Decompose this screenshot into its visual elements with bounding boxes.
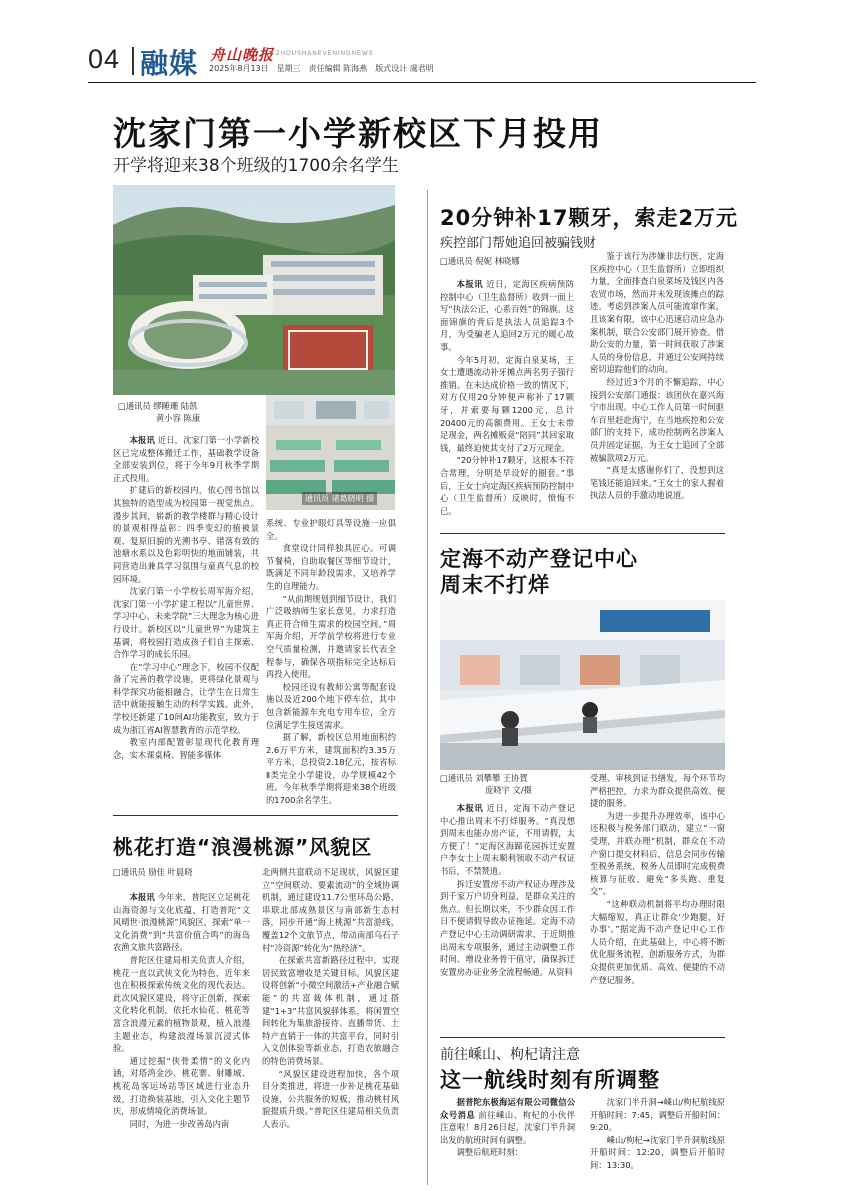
lead-in: 本报讯 bbox=[129, 892, 155, 902]
lead-byline bbox=[118, 400, 258, 424]
paragraph: 本报讯 近日，定海不动产登记中心推出周末不打烊服务。“真没想到周末也能办房产证，不用请假，太方便了！”定海区海蹄花园拆迁安置户李女士上周末顺利领取不动产权证书后，不禁赞道。 bbox=[440, 803, 575, 876]
paragraph: 调整后航班时刻： bbox=[456, 1147, 523, 1158]
fraud-column-2 bbox=[590, 250, 724, 502]
paragraph: 扩建后的新校园内，依心图书馆以其独特的造型成为校园第一视觉焦点。漫步其间，崭新的教学楼群与精心设计的景观相得益彰：四季变幻的植被景观、复原旧貌的光溯书亭、错落有致的池塘水系以及色彩明快的地面铺装，共同营造出兼具学习氛围与童真气息的校园环境。 bbox=[113, 485, 259, 584]
lead-subhead: 开学将迎来38个班级的1700余名学生 bbox=[113, 156, 399, 176]
issue-date: 2025年8月13日 bbox=[209, 64, 269, 73]
lead-column-1 bbox=[113, 434, 259, 761]
paragraph: 据了解，新校区总用地面积约2.6万平方米，建筑面积约3.35万平方米，总投资2.18亿元，按省标Ⅱ类完全小学建设，办学规模42个班。今年秋季学期将迎来38个班级的1700余名学生。 bbox=[266, 732, 396, 806]
lead-column-2 bbox=[266, 517, 396, 807]
peach-byline: □通讯员 励佳 叶晨晓 bbox=[113, 867, 193, 877]
lead-headline: 沈家门第一小学新校区下月投用 bbox=[113, 114, 603, 153]
lead-in: 据普陀东极海运有限公司微信公众号消息 bbox=[440, 1097, 575, 1120]
page-number: 04 bbox=[88, 44, 121, 74]
fraud-subhead: 疾控部门帮她追回被骗钱财 bbox=[440, 236, 597, 251]
paragraph: 嵊山/枸杞→沈家门半升洞航线原开船时间：12:20，调整后开船时间：13:30。 bbox=[590, 1134, 725, 1170]
section-name: 融媒 bbox=[140, 47, 199, 80]
paragraph: 在探索共富新路径过程中，实现居民致富增收是关键目标。风貌区建设将创新“小微空间激活+产业融合赋能”的共富裁体机制，通过搭建“1+3”共富风貌驿体系，将闲置空间转化为集旅游接待、直播带货、土特产直销于一体的共富平台，同时引入文创体验等新业态，打造农旅融合的特色消费场景。 bbox=[262, 955, 399, 1066]
fraud-byline: □通讯员 倪妮 林晓娜 bbox=[440, 256, 520, 266]
paragraph: “从前期规划到细节设计，我们广泛吸纳师生家长意见，力求打造真正符合师生需求的校园空间。”周军海介绍，开学前学校将进行专业空气质量检测，并邀请家长代表全程参与，确保各项指标完全达标后再投入使用。 bbox=[266, 593, 396, 680]
ferry-kicker: 前往嵊山、枸杞请注意 bbox=[440, 1047, 580, 1063]
paper-logo: 舟山晚报 bbox=[210, 46, 275, 64]
paragraph: 沈家门半升洞→嵊山/枸杞航线原开船时间：7:45，调整后开船时间：9:20。 bbox=[590, 1097, 725, 1133]
property-headline-2: 周末不打烊 bbox=[440, 573, 550, 597]
paragraph: 本报讯 近日，沈家门第一小学新校区已完成整体搬迁工作，基础教学设备全部安装到位，将于今年9月秋季学期正式投用。 bbox=[113, 435, 259, 483]
paragraph: 沈家门第一小学校长周军海介绍，沈家门第一小学扩建工程以“儿童世界、学习中心、未来学院”三大理念为核心进行设计。新校区以“儿童世界”为建筑主基调，将校园打造成孩子们自主探索、合作学习的成长乐园。 bbox=[113, 586, 259, 660]
photo-credit: 通讯员 诸葛晓明 摄 bbox=[302, 492, 377, 505]
lead-byline-2: 黄小容 陈康 bbox=[156, 413, 201, 423]
property-byline bbox=[440, 772, 532, 796]
lead-byline-1: □通讯员 缪睡珊 陆凯 bbox=[118, 401, 198, 411]
ferry-column-1 bbox=[440, 1096, 575, 1159]
column-divider bbox=[427, 190, 428, 1185]
paragraph: 同时，为进一步改善岛内南 bbox=[129, 1118, 230, 1129]
paragraph: 今年5月初，定海白泉某场，王女士遭遇流动补牙摊点两名男子强行推销。在未达成价格一致的情况下，对方仅用20分钟便声称补了17颗牙，并索要每颗1200元，总计20400元的高额费用。王女士未带足现金，两名摊贩竟“陪同”其回家取钱，最终迫使其支付了2万元现金。 bbox=[440, 354, 574, 453]
classroom-photo bbox=[266, 395, 395, 510]
paragraph: 受理、审核到证书缮发，每个环节均严格把控，力求为群众提供高效、便捷的服务。 bbox=[590, 773, 725, 809]
masthead-rule bbox=[88, 82, 756, 83]
paragraph: “真是太感谢你们了，没想到这笔钱还能追回来。”王女士的家人握着执法人员的手激动地说道。 bbox=[590, 465, 724, 501]
property-byline-2: 庞晓宇 文/摄 bbox=[485, 785, 532, 795]
paragraph: 拆迁安置房不动产权证办理涉及到千家万户切身利益，是群众关注的焦点。但长期以来，不少群众因工作日不便请假导致办证拖延。定海不动产登记中心主动调研需求，于近期推出周末专项服务，通过主动调整工作时间、增设业务骨干值守，确保拆迁安置房办证业务全流程畅通。从资料 bbox=[440, 878, 575, 977]
lead-in: 本报讯 bbox=[456, 279, 484, 289]
paragraph: “20分钟补17颗牙，这根本不符合常理，分明是早设好的圈套。”事后，王女士向定海区疾病预防控制中心（卫生监督所）反映时，愤悔不已。 bbox=[440, 455, 574, 516]
paragraph: 普陀区住建局相关负责人介绍，桃花一直以武侠文化为特色，近年来也在积极探索传统文化的现代表达。此次风貌区建设，将守正创新，探索文化转化机制，依托水仙花、桃花等富含浪漫元素的植物景观，植入浪漫主题业态，构建浪漫场景沉浸式体验。 bbox=[113, 954, 250, 1054]
section-rule bbox=[440, 1037, 725, 1038]
section-rule bbox=[113, 815, 398, 816]
masthead-divider bbox=[132, 47, 134, 75]
paragraph: 北两侧共富联动不足现状，风貌区建立“空间联动、要素流动”的全域协调机制，通过建设11.7公里环岛公路，串联北部成熟景区与南部新生态村落，同步开通“海上桃源”共富游线，覆盖12个文旅节点，带动南部乌石子村“冷资源”转化为“热经济”。 bbox=[262, 867, 399, 953]
property-byline-1: □通讯员 刘攀攀 王协賀 bbox=[440, 773, 528, 783]
peach-column-1 bbox=[113, 891, 250, 1130]
paragraph: 通过挖掘“侠骨柔情”的文化内涵，对塔湾金沙、桃花寨、射雕城、桃花岛客运场站等区域进行业态升级，打造换装基地，引入文化主题节庆，形成情境化消费场景。 bbox=[113, 1055, 250, 1117]
paragraph: 经过近3个月的不懈追踪，中心接到公安部门通报：该团伙在嘉兴海宁市出现。中心工作人员第一时间驱车百里赶赴海宁，在当地疾控和公安部门的支持下，成功控制两名涉案人员并固定证据，为王女士追回了全部被骗款项2万元。 bbox=[590, 376, 724, 463]
issue-info bbox=[209, 63, 442, 74]
peach-column-2 bbox=[262, 866, 399, 1130]
issue-weekday: 星期三 bbox=[276, 64, 301, 73]
property-column-1 bbox=[440, 802, 575, 978]
paper-english-name: ZHOUSHANEVENINGNEWS bbox=[276, 51, 374, 57]
school-aerial-photo bbox=[113, 185, 395, 395]
paragraph: 校园还设有教师公寓等配套设施以及近200个地下停车位，其中包含新能源车充电专用车位，全方位满足学生接送需求。 bbox=[266, 681, 396, 730]
peach-headline: 桃花打造“浪漫桃源”风貌区 bbox=[113, 835, 373, 859]
paragraph: 食堂设计同样独具匠心。可调节餐椅，自助取餐区等细节设计，既满足不同年龄段需求，又培养学生的自理能力。 bbox=[266, 543, 396, 591]
paragraph: 系统、专业护眼灯具等设施一应俱全。 bbox=[266, 518, 396, 541]
issue-editor: 责任编辑 陈海燕 bbox=[308, 64, 368, 73]
property-column-2 bbox=[590, 772, 725, 986]
ferry-headline: 这一航线时刻有所调整 bbox=[440, 1068, 660, 1092]
fraud-headline: 20分钟补17颗牙，索走2万元 bbox=[440, 206, 739, 230]
lead-in: 本报讯 bbox=[129, 435, 155, 445]
issue-designer: 版式设计 虞君明 bbox=[375, 64, 434, 73]
paragraph: “这种联动机制将平均办理时限大幅缩短，真正让群众‘少跑腿，好办事’。”据定海不动产登记中心工作人员介绍，在此基础上，中心将不断优化服务流程，创新服务方式，为群众提供更加优质、高效、便捷的不动产登记服务。 bbox=[590, 898, 725, 985]
paragraph: 教室内部配置彰显现代化教育理念，实木课桌椅、智能多媒体 bbox=[113, 737, 259, 760]
paragraph: “风貌区建设进程加快，各个项目分类推进，将进一步补足桃花基础设施，公共服务的短板，推动桃村风貌提质升级。”普陀区住建局相关负责人表示。 bbox=[262, 1068, 399, 1129]
ferry-column-2 bbox=[590, 1096, 725, 1172]
paragraph: 鉴于该行为涉嫌非法行医，定海区疾控中心（卫生监督所）立即组织力量，全面排查白泉菜场及钱区内各农贸市场，然而并未发现该摊点的踪迹。考虑到涉案人员可能流窜作案，且该案有限，该中心迅速启动应急办案机制，联合公安部门展开协查。借助公安的力量，第一时间获取了涉案人员的身份信息，并通过公安网持续密切追踪他们的动向。 bbox=[590, 251, 724, 375]
fraud-column-1 bbox=[440, 278, 574, 517]
paragraph: 在“学习中心”理念下，校园不仅配备了完善的教学设施，更将绿化景观与科学探究功能相融合，让学生在日常生活中就能接触生动的科学实践。此外，学校还新建了10间AI功能教室，致力于成为浙江省AI智慧教育的示范学校。 bbox=[113, 661, 259, 735]
lead-in: 本报讯 bbox=[456, 803, 484, 813]
section-rule bbox=[440, 533, 725, 534]
property-headline-1: 定海不动产登记中心 bbox=[440, 547, 638, 571]
paragraph: 据普陀东极海运有限公司微信公众号消息 前往嵊山、枸杞的小伙伴注意啦！8月26日起，沈家门半升洞出发的航班时间有调整。 bbox=[440, 1097, 575, 1145]
paragraph: 本报讯 今年来，普陀区立足桃花山海资源与文化底蕴，打造普陀“文风晴世·浪漫桃源”风貌区，探索“单一文化消费”到“共富价值合鸣”的海岛农渔文旅共富路径。 bbox=[113, 892, 250, 953]
paragraph: 本报讯 近日，定海区疾病预防控制中心（卫生监督所）收到一面上写“执法公正，心系百姓”的锦旗。这面锦旗的背后是执法人员追踪3个月，为受骗老人追回2万元的暖心故事。 bbox=[440, 279, 574, 352]
registration-hall-photo bbox=[440, 600, 725, 770]
paragraph: 为进一步提升办理效率，该中心还积极与税务部门联动，建立“一窗受理，并联办理”机制，群众在不动产窗口提交材料后，信息会同步传输至税务系统，税务人员即时完成税费核算与征收，避免“多头跑、重复交”。 bbox=[590, 810, 725, 897]
